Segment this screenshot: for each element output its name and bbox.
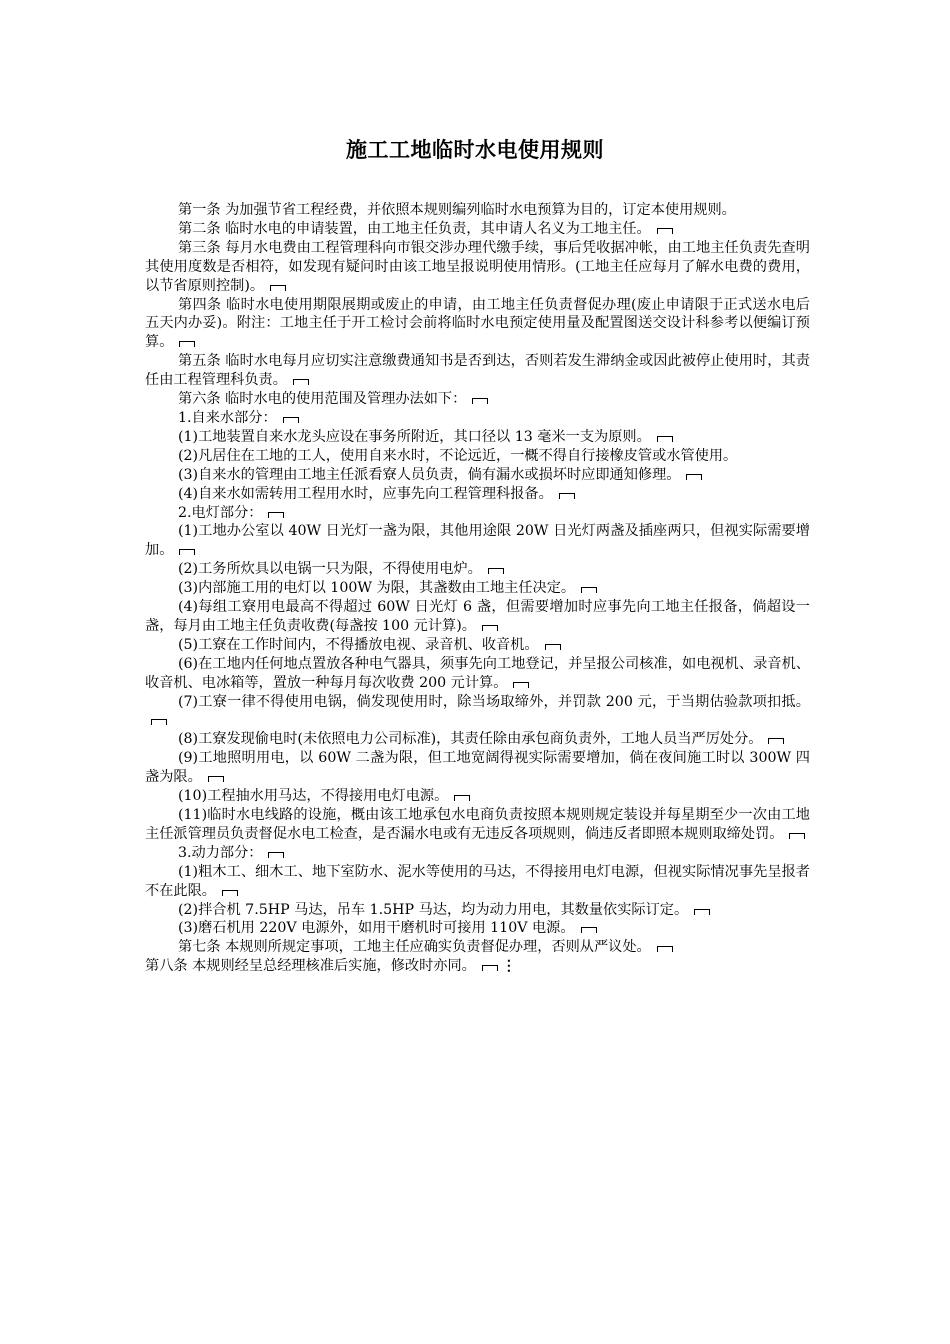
paragraph-mark-icon xyxy=(293,379,309,385)
paragraph-text: (4)自来水如需转用工程用水时，应事先向工程管理科报备。 xyxy=(178,485,553,502)
trailing-dots: ⋮ xyxy=(501,958,517,975)
paragraph xyxy=(145,522,810,560)
paragraph-mark-icon xyxy=(686,474,702,480)
paragraph xyxy=(145,447,810,466)
paragraph xyxy=(145,598,810,636)
paragraph-text: (2)凡居住在工地的工人，使用自来水时，不论远近，一概不得自行接橡皮管或水管使用。 xyxy=(178,447,738,464)
paragraph-mark-icon xyxy=(482,625,498,631)
paragraph-mark-icon xyxy=(581,927,597,933)
paragraph xyxy=(145,579,810,598)
paragraph xyxy=(145,863,810,901)
paragraph xyxy=(145,844,810,863)
paragraph xyxy=(145,560,810,579)
paragraph xyxy=(145,919,810,938)
paragraph-text: 第七条 本规则所规定事项，工地主任应确实负责督促办理，否则从严议处。 xyxy=(178,939,651,956)
paragraph-text: 第六条 临时水电的使用范围及管理办法如下： xyxy=(178,391,467,408)
paragraph-text: (11)临时水电线路的设施，概由该工地承包水电商负责按照本规则规定装设并每星期至少一次由工地主任派管理员负责督促水电工检查，是否漏水电或有无违反各项规则，倘违反者即照本规则取缔处罚。 xyxy=(145,807,810,842)
document-body xyxy=(145,201,810,976)
paragraph-mark-icon xyxy=(789,833,805,839)
paragraph xyxy=(145,220,810,239)
paragraph-mark-icon xyxy=(694,909,710,915)
paragraph xyxy=(145,901,810,920)
paragraph-text: 第五条 临时水电每月应切实注意缴费通知书是否到达，否则若发生滞纳金或因此被停止使用时，其责任由工程管理科负责。 xyxy=(145,353,810,389)
paragraph-text: (1)粗木工、细木工、地下室防水、泥水等使用的马达，不得接用电灯电源，但视实际情况事先呈报者不在此限。 xyxy=(145,863,810,899)
paragraph xyxy=(145,485,810,504)
paragraph-text: (3)自来水的管理由工地主任派看寮人员负责，倘有漏水或损坏时应即通知修理。 xyxy=(178,466,681,483)
paragraph xyxy=(145,352,810,390)
paragraph-text: (1)工地办公室以 40W 日光灯一盏为限，其他用途限 20W 日光灯两盏及插座两只，但视实际需要增加。 xyxy=(145,523,810,559)
paragraph-mark-icon xyxy=(545,644,561,650)
paragraph-text: (10)工程抽水用马达，不得接用电灯电源。 xyxy=(178,788,449,805)
paragraph xyxy=(145,504,810,523)
paragraph-text: (1)工地装置自来水龙头应设在事务所附近，其口径以 13 毫米一支为原则。 xyxy=(178,428,651,445)
paragraph-mark-icon xyxy=(268,852,284,858)
paragraph xyxy=(145,390,810,409)
paragraph xyxy=(145,296,810,353)
paragraph-text: (5)工寮在工作时间内，不得播放电视、录音机、收音机。 xyxy=(178,636,539,653)
paragraph-text: (4)每组工寮用电最高不得超过 60W 日光灯 6 盏，但需要增加时应事先向工地主任报备，倘超设一盏，每月由工地主任负责收费(每盏按 100 元计算)。 xyxy=(145,599,810,634)
paragraph xyxy=(145,730,810,749)
paragraph xyxy=(145,428,810,447)
paragraph-text: 第一条 为加强节省工程经费，并依照本规则编列临时水电预算为目的，订定本使用规则。 xyxy=(178,202,736,218)
paragraph-mark-icon xyxy=(179,341,195,347)
paragraph-mark-icon xyxy=(268,512,284,518)
paragraph-text: 1.自来水部分： xyxy=(178,409,277,426)
paragraph xyxy=(145,409,810,428)
paragraph-mark-icon xyxy=(454,795,470,801)
paragraph-mark-icon xyxy=(179,549,195,555)
paragraph-mark-icon xyxy=(482,965,498,971)
paragraph-mark-icon xyxy=(222,890,238,896)
paragraph-text: (2)拌合机 7.5HP 马达，吊车 1.5HP 马达，均为动力用电，其数量依实际订定。 xyxy=(178,901,689,918)
paragraph-text: (7)工寮一律不得使用电锅，倘发现使用时，除当场取缔外，并罚款 200 元，于当期估验款项扣抵。 xyxy=(178,693,810,710)
paragraph-mark-icon xyxy=(151,719,167,725)
paragraph-mark-icon xyxy=(581,587,597,593)
paragraph xyxy=(145,239,810,296)
paragraph-mark-icon xyxy=(768,738,784,744)
paragraph-mark-icon xyxy=(283,417,299,423)
paragraph-mark-icon xyxy=(657,436,673,442)
paragraph xyxy=(145,749,810,787)
paragraph-text: (3)内部施工用的电灯以 100W 为限，其盏数由工地主任决定。 xyxy=(178,580,576,597)
paragraph-mark-icon xyxy=(270,285,286,291)
paragraph-mark-icon xyxy=(208,776,224,782)
document-title: 施工工地临时水电使用规则 xyxy=(346,138,604,162)
paragraph xyxy=(145,938,810,957)
paragraph xyxy=(145,655,810,693)
paragraph-mark-icon xyxy=(657,228,673,234)
paragraph-mark-icon xyxy=(657,946,673,952)
paragraph-mark-icon xyxy=(513,682,529,688)
paragraph-mark-icon xyxy=(472,398,488,404)
paragraph-text: (3)磨石机用 220V 电源外，如用干磨机时可接用 110V 电源。 xyxy=(178,920,575,937)
paragraph xyxy=(145,466,810,485)
paragraph xyxy=(145,693,810,731)
paragraph-text: 第八条 本规则经呈总经理核准后实施，修改时亦同。 xyxy=(145,958,476,975)
paragraph-text: (9)工地照明用电，以 60W 二盏为限，但工地宽阔得视实际需要增加，倘在夜间施工时以 300W 四盏为限。 xyxy=(145,750,810,786)
paragraph-text: (2)工务所炊具以电锅一只为限，不得使用电炉。 xyxy=(178,561,482,578)
paragraph-mark-icon xyxy=(488,568,504,574)
paragraph-text: 第二条 临时水电的申请装置，由工地主任负责，其申请人名义为工地主任。 xyxy=(178,220,651,237)
paragraph xyxy=(145,957,810,976)
paragraph-text: 3.动力部分： xyxy=(178,844,263,861)
paragraph-text: (8)工寮发现偷电时(未依照电力公司标准)，其责任除由承包商负责外，工地人员当严厉处分。 xyxy=(178,731,763,748)
paragraph-text: 第三条 每月水电费由工程管理科向市银交涉办理代缴手续，事后凭收据冲帐，由工地主任负责先查明其使用度数是否相符，如发现有疑问时由该工地呈报说明使用情形。(工地主任应每月了解水电费的费用，以节省原则控制)。 xyxy=(145,239,810,294)
paragraph-text: (6)在工地内任何地点置放各种电气器具，须事先向工地登记，并呈报公司核准，如电视机、录音机、收音机、电冰箱等，置放一种每月每次收费 200 元计算。 xyxy=(145,655,810,691)
paragraph xyxy=(145,787,810,806)
paragraph xyxy=(145,201,810,220)
paragraph-mark-icon xyxy=(559,493,575,499)
paragraph-text: 第四条 临时水电使用期限展期或废止的申请，由工地主任负责督促办理(废止申请限于正式送水电后五天内办妥)。附注：工地主任于开工检讨会前将临时水电预定使用量及配置图送交设计科参考以便编订预算。 xyxy=(145,296,810,351)
paragraph xyxy=(145,806,810,844)
paragraph xyxy=(145,636,810,655)
paragraph-text: 2.电灯部分： xyxy=(178,504,263,521)
